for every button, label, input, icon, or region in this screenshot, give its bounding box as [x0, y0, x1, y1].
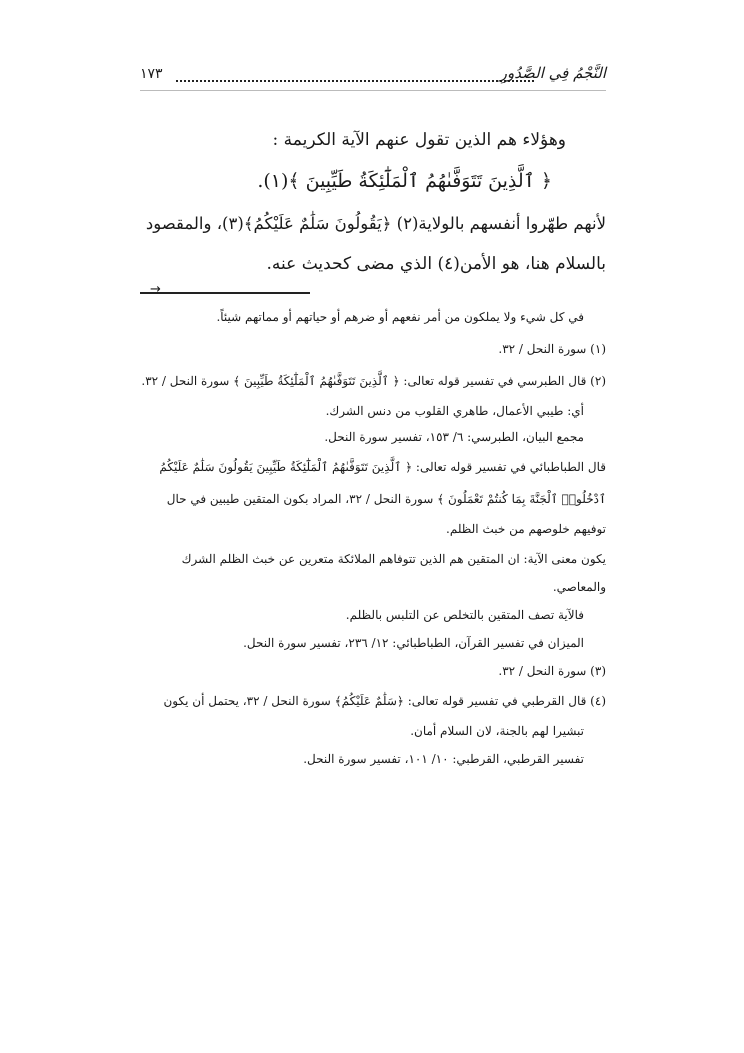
quran-verse: ﴿ ٱلَّذِينَ تَتَوَفَّىٰهُمُ ٱلْمَلَٰٓئِكَةُ طَيِّبِينَ ﴾(١).	[257, 170, 552, 192]
footnote-3: (٣) سورة النحل / ٣٢.	[498, 664, 606, 678]
book-title: النَّجْمُ فِي الصَّدُورِ	[499, 64, 606, 82]
footnote-line: الميزان في تفسير القرآن، الطباطبائي: ١٢/ ٢٣٦، تفسير سورة النحل.	[243, 636, 584, 650]
paragraph-line: بالسلام هنا، هو الأمن(٤) الذي مضى كحديث عنه.	[266, 254, 606, 274]
footnote-line: يكون معنى الآية: ان المتقين هم الذين تتوفاهم الملائكة متعرين عن خبث الظلم الشرك	[181, 552, 606, 566]
footnote-line: توفيهم خلوصهم من خبث الظلم.	[446, 522, 606, 536]
page-number: ١٧٣	[140, 66, 163, 82]
footnote-line: والمعاصي.	[552, 580, 606, 594]
footnote-line: في كل شيء ولا يملكون من أمر نفعهم أو ضرهم أو حياتهم أو مماتهم شيئاً.	[216, 310, 584, 324]
footnote-line: ٱدْخُلُوا۟ ٱلْجَنَّةَ بِمَا كُنتُمْ تَعْمَلُونَ ﴾ سورة النحل / ٣٢، المراد بكون المتقين طيبين في حال	[166, 492, 606, 506]
footnote-2: (٢) قال الطبرسي في تفسير قوله تعالى: ﴿ ٱلَّذِينَ تَتَوَفَّىٰهُمُ ٱلْمَلَٰٓئِكَةُ طَيِّبِينَ ﴾ سورة النحل / ٣٢.	[141, 374, 606, 388]
main-text	[140, 0, 606, 300]
paragraph-line: لأنهم طهّروا أنفسهم بالولاية(٢) ﴿يَقُولُونَ سَلَٰمٌ عَلَيْكُمُ﴾(٣)، والمقصود	[145, 214, 606, 233]
footnote-line: فالآية تصف المتقين بالتخلص عن التلبس بالظلم.	[345, 608, 584, 622]
footnote-line: مجمع البيان، الطبرسي: ٦/ ١٥٣، تفسير سورة النحل.	[324, 430, 584, 444]
footnote-line: أي: طيبي الأعمال، طاهري القلوب من دنس الشرك.	[325, 404, 584, 418]
footnote-line: تبشيرا لهم بالجنة، لان السلام أمان.	[410, 724, 584, 738]
continuation-arrow-icon: →	[150, 282, 161, 297]
footnote-4: (٤) قال القرطبي في تفسير قوله تعالى: ﴿سَلَٰمٌ عَلَيْكُمُ﴾ سورة النحل / ٣٢، يحتمل أن يكون	[163, 694, 606, 708]
footnote-line: قال الطباطبائي في تفسير قوله تعالى: ﴿ ٱلَّذِينَ تَتَوَفَّىٰهُمُ ٱلْمَلَٰٓئِكَةُ طَيِّبِينَ يَقُولُونَ سَلَٰمٌ عَلَيْكُمُ	[159, 460, 606, 474]
footnote-1: (١) سورة النحل / ٣٢.	[498, 342, 606, 356]
footnote-line: تفسير القرطبي، القرطبي: ١٠/ ١٠١، تفسير سورة النحل.	[303, 752, 584, 766]
footnote-separator	[140, 292, 310, 294]
paragraph-intro: وهؤلاء هم الذين تقول عنهم الآية الكريمة :	[272, 130, 566, 150]
